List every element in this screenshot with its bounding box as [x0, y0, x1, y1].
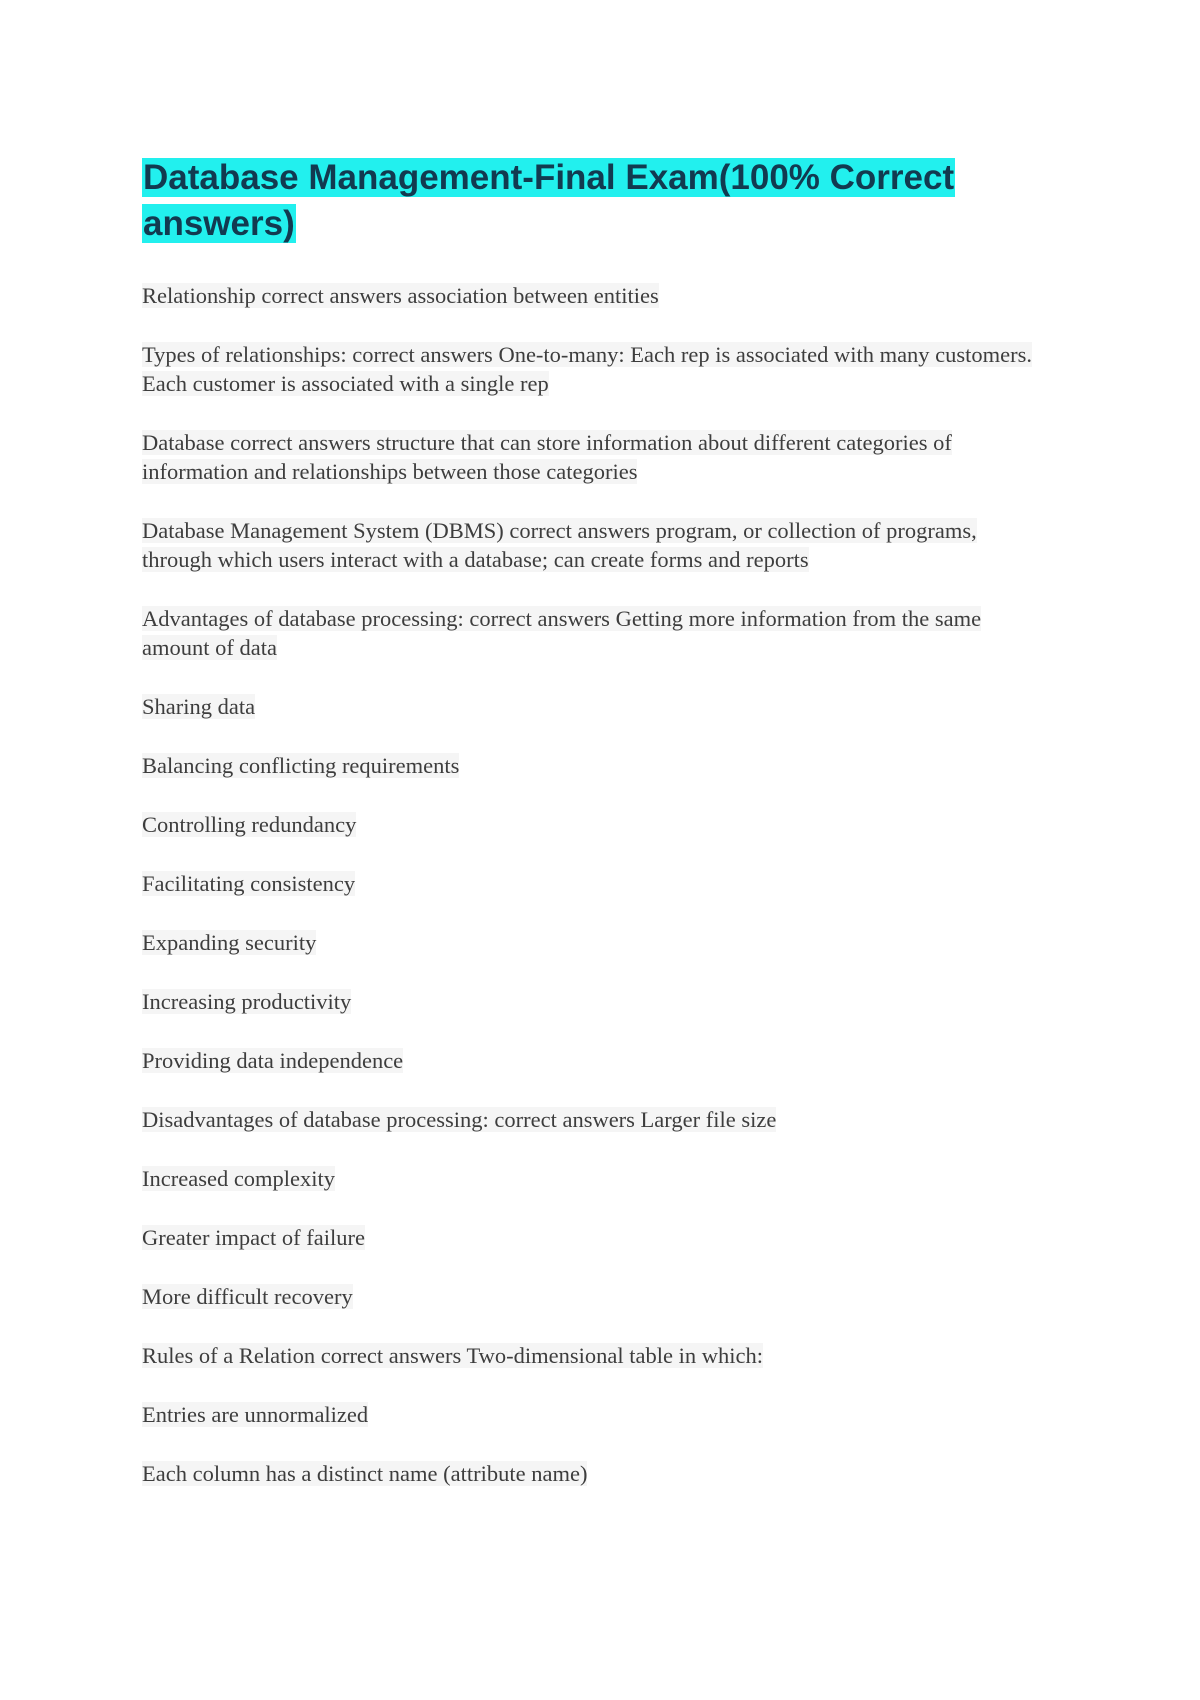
entry-sharing-data: Sharing data: [142, 694, 256, 719]
entry-rules-of-relation: Rules of a Relation correct answers Two-dimensional table in which:: [142, 1343, 763, 1368]
entry-dbms: Database Management System (DBMS) correct answers program, or collection of programs, through which users interact with a database; can create forms and reports: [142, 518, 977, 572]
entry-distinct-column-name: Each column has a distinct name (attribute name): [142, 1461, 588, 1486]
entry-database: Database correct answers structure that can store information about different categories of information and relationships between those categories: [142, 430, 952, 484]
entry-data-independence: Providing data independence: [142, 1048, 404, 1073]
entry-controlling-redundancy: Controlling redundancy: [142, 812, 357, 837]
entry-unnormalized: Entries are unnormalized: [142, 1402, 369, 1427]
entry-types-of-relationships: Types of relationships: correct answers One-to-many: Each rep is associated with many customers. Each customer is associated with a single rep: [142, 342, 1033, 396]
document-title-text: Database Management-Final Exam(100% Correct answers): [143, 158, 955, 243]
entry-impact-of-failure: Greater impact of failure: [142, 1225, 366, 1250]
entry-relationship: Relationship correct answers association between entities: [142, 283, 659, 308]
entry-advantages: Advantages of database processing: correct answers Getting more information from the same amount of data: [142, 606, 982, 660]
entry-expanding-security: Expanding security: [142, 930, 317, 955]
document-content: [142, 155, 1042, 1518]
entry-balancing-requirements: Balancing conflicting requirements: [142, 753, 460, 778]
entry-disadvantages: Disadvantages of database processing: correct answers Larger file size: [142, 1107, 777, 1132]
document-title: [142, 155, 1042, 247]
entry-facilitating-consistency: Facilitating consistency: [142, 871, 356, 896]
entry-increasing-productivity: Increasing productivity: [142, 989, 352, 1014]
entry-difficult-recovery: More difficult recovery: [142, 1284, 353, 1309]
entry-increased-complexity: Increased complexity: [142, 1166, 336, 1191]
